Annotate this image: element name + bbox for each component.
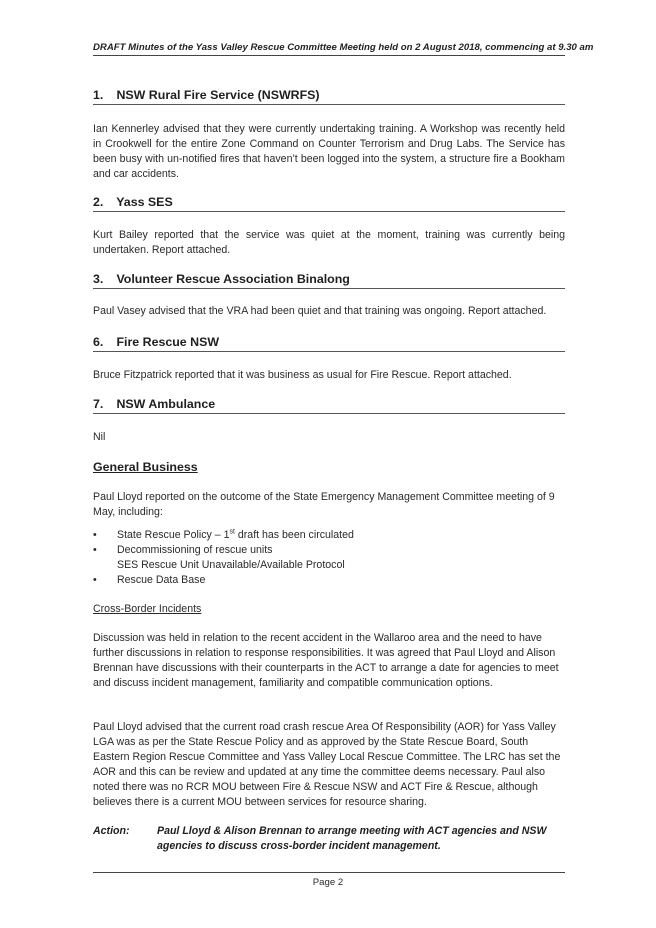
section-body-vra: Paul Vasey advised that the VRA had been quiet and that training was ongoing. Report attached. xyxy=(93,305,547,317)
bullet-icon: • xyxy=(93,529,97,541)
bullet-icon: • xyxy=(93,574,97,586)
section-number: 3. xyxy=(93,272,104,286)
action-item xyxy=(93,824,565,854)
section-title: Yass SES xyxy=(116,195,173,209)
general-business-heading: General Business xyxy=(93,460,198,474)
cross-border-paragraph-2: Paul Lloyd advised that the current road crash rescue Area Of Responsibility (AOR) for Yass Valley LGA was as per the State Rescue Policy and as approved by the State Rescue Board, South Eastern Region Rescue Committee and Yass Valley Local Rescue Committee. The LRC has set the AOR and this can be review and updated at any time the committee deems necessary. Paul also noted there was no RCR MOU between Fire & Rescue NSW and ACT Fire & Rescue, although believes there is a current MOU between services for resource sharing. xyxy=(93,721,561,808)
cross-border-subheading: Cross-Border Incidents xyxy=(93,603,202,615)
section-body-ses: Kurt Bailey reported that the service was quiet at the moment, training was currently being undertaken. Report attached. xyxy=(93,229,565,256)
bullet-text: SES Rescue Unit Unavailable/Available Protocol xyxy=(117,559,345,571)
bullet-text: State Rescue Policy – 1 xyxy=(117,529,230,541)
section-title: Fire Rescue NSW xyxy=(116,335,220,349)
bullet-text: draft has been circulated xyxy=(234,529,354,541)
bullet-text: Rescue Data Base xyxy=(117,574,206,586)
list-item xyxy=(93,573,565,588)
section-heading-vra xyxy=(93,272,565,289)
action-text: Paul Lloyd & Alison Brennan to arrange meeting with ACT agencies and NSW agencies to discuss cross-border incident management. xyxy=(157,825,547,852)
list-item xyxy=(93,543,565,558)
section-heading-ambulance xyxy=(93,397,565,414)
section-heading-fire-rescue xyxy=(93,335,565,352)
list-item xyxy=(93,528,565,543)
footer-divider xyxy=(93,872,565,873)
bullet-text: Decommissioning of rescue units xyxy=(117,544,273,556)
section-body-rfs: Ian Kennerley advised that they were currently undertaking training. A Workshop was recently held in Crookwell for the entire Zone Command on Counter Terrorism and Drug Labs. The Service has been busy with un-notified fires that haven’t been logged into the system, a structure fire a Bookham and car accidents. xyxy=(93,123,565,180)
list-item-continuation xyxy=(93,558,565,573)
section-body-ambulance: Nil xyxy=(93,431,106,443)
page-number: Page 2 xyxy=(312,877,344,888)
section-title: NSW Ambulance xyxy=(116,397,216,411)
cross-border-paragraph-1: Discussion was held in relation to the recent accident in the Wallaroo area and the need to have further discussions in relation to response responsibilities. It was agreed that Paul Lloyd and Alison Brennan have discussions with their counterparts in the ACT to arrange a date for agencies to meet and discuss incident management, familiarity and compatible communication options. xyxy=(93,632,559,689)
general-business-bullets xyxy=(93,528,565,588)
section-body-fire-rescue: Bruce Fitzpatrick reported that it was business as usual for Fire Rescue. Report attached. xyxy=(93,369,512,381)
section-heading-rfs xyxy=(93,88,565,105)
bullet-superscript: st xyxy=(229,528,235,536)
section-number: 2. xyxy=(93,195,104,209)
section-title: NSW Rural Fire Service (NSWRFS) xyxy=(116,88,320,102)
section-number: 7. xyxy=(93,397,104,411)
section-number: 6. xyxy=(93,335,104,349)
header-divider xyxy=(93,55,565,56)
section-heading-ses xyxy=(93,195,565,212)
bullet-icon: • xyxy=(93,544,97,556)
action-label: Action: xyxy=(93,825,130,837)
section-title: Volunteer Rescue Association Binalong xyxy=(116,272,350,286)
general-business-intro: Paul Lloyd reported on the outcome of the State Emergency Management Committee meeting of 9 May, including: xyxy=(93,491,555,518)
page-header: DRAFT Minutes of the Yass Valley Rescue Committee Meeting held on 2 August 2018, commencing at 9.30 am xyxy=(93,42,594,53)
section-number: 1. xyxy=(93,88,104,102)
